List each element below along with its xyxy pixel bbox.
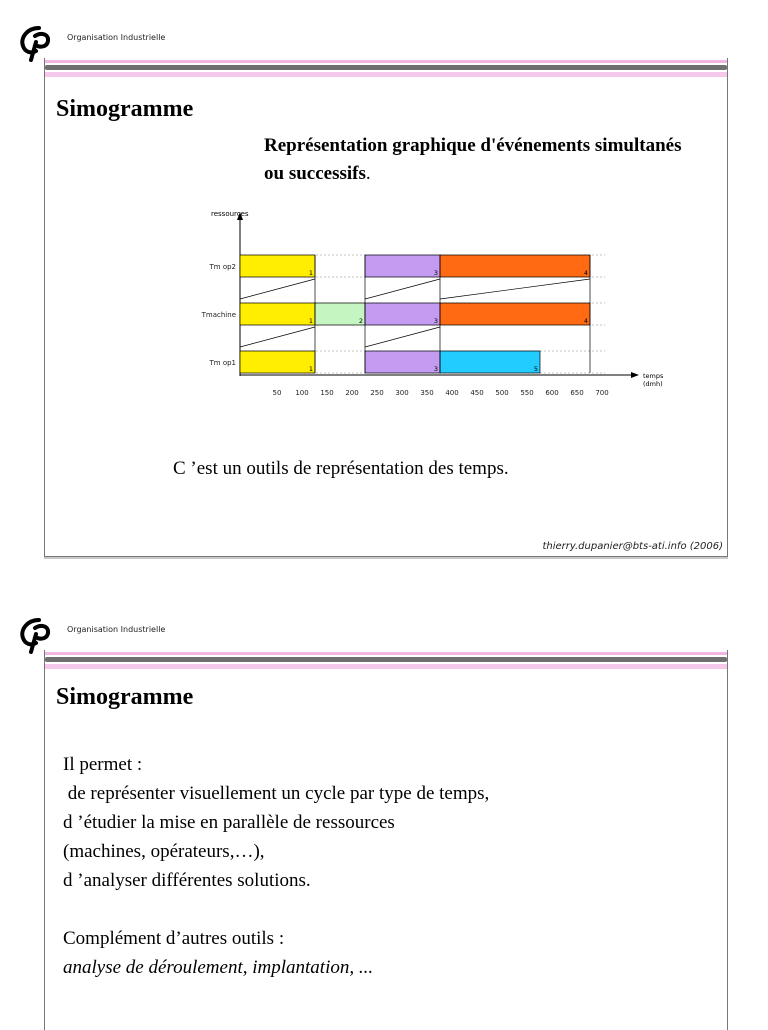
header-title: Organisation Industrielle [67, 33, 166, 42]
x-tick-label: 600 [545, 389, 559, 397]
bar-label: 3 [433, 317, 438, 325]
body-line: de représenter visuellement un cycle par type de temps, [63, 783, 490, 804]
x-tick-label: 150 [320, 389, 334, 397]
x-tick-label: 100 [295, 389, 309, 397]
x-tick-label: 50 [272, 389, 282, 397]
chart-bar [440, 351, 540, 373]
x-tick-label: 500 [495, 389, 509, 397]
bar-label: 4 [583, 269, 588, 277]
bar-label: 3 [433, 365, 438, 373]
body-line: (machines, opérateurs,…), [63, 841, 265, 862]
x-tick-label: 700 [595, 389, 609, 397]
slide-frame [44, 650, 728, 1030]
row-label: Tm op2 [209, 263, 236, 271]
bar-label: 5 [533, 365, 538, 373]
bar-label: 2 [358, 317, 363, 325]
chart-bar [365, 303, 440, 325]
transfer-line [440, 279, 590, 299]
subtitle-text: Représentation graphique d'événements simultanés ou successifs [264, 135, 682, 184]
chart-bar [240, 303, 315, 325]
transfer-line [365, 327, 440, 347]
transfer-line [365, 279, 440, 299]
bar-label: 1 [308, 317, 313, 325]
x-tick-label: 200 [345, 389, 359, 397]
body-line: d ’étudier la mise en parallèle de ressources [63, 812, 395, 833]
slide-frame [44, 58, 728, 557]
x-tick-label: 350 [420, 389, 434, 397]
chart-bar [365, 255, 440, 277]
x-axis-arrow [631, 372, 639, 378]
x-axis-label: temps [643, 372, 664, 380]
chart-bar [240, 255, 315, 277]
chart-bar [240, 351, 315, 373]
x-tick-label: 250 [370, 389, 384, 397]
bar-label: 3 [433, 269, 438, 277]
bar-label: 1 [308, 365, 313, 373]
chart-bar [440, 303, 590, 325]
bar-label: 1 [308, 269, 313, 277]
x-axis-unit: (dmh) [643, 380, 663, 388]
slide-title: Simogramme [56, 684, 194, 710]
transfer-line [240, 279, 315, 299]
slide-2 [0, 592, 768, 1024]
simogramme-chart [145, 206, 664, 406]
row-label: Tm op1 [209, 359, 236, 367]
x-tick-label: 550 [520, 389, 534, 397]
x-tick-label: 650 [570, 389, 584, 397]
header-title: Organisation Industrielle [67, 625, 166, 634]
decorative-bar [45, 58, 727, 78]
y-axis-label: ressources [211, 210, 249, 218]
x-tick-label: 300 [395, 389, 409, 397]
slide-title: Simogramme [56, 96, 194, 122]
complement-italic: analyse de déroulement, implantation, ... [63, 957, 374, 978]
slide-caption: C ’est un outils de représentation des temps. [173, 458, 509, 479]
x-tick-label: 400 [445, 389, 459, 397]
x-tick-label: 450 [470, 389, 484, 397]
chart-bar [365, 351, 440, 373]
body-line: Il permet : [63, 754, 143, 775]
body-line: d ’analyser différentes solutions. [63, 870, 311, 891]
transfer-line [240, 327, 315, 347]
slide-body [63, 750, 489, 982]
decorative-bar [45, 650, 727, 670]
row-label: Tmachine [201, 311, 236, 319]
chart-bar [315, 303, 365, 325]
bar-label: 4 [583, 317, 588, 325]
slide-subtitle [264, 132, 704, 188]
subtitle-punct: . [365, 163, 371, 184]
footer-email: thierry.dupanier@bts-ati.info (2006) [542, 541, 723, 552]
complement-line: Complément d’autres outils : [63, 928, 285, 949]
chart-bar [440, 255, 590, 277]
